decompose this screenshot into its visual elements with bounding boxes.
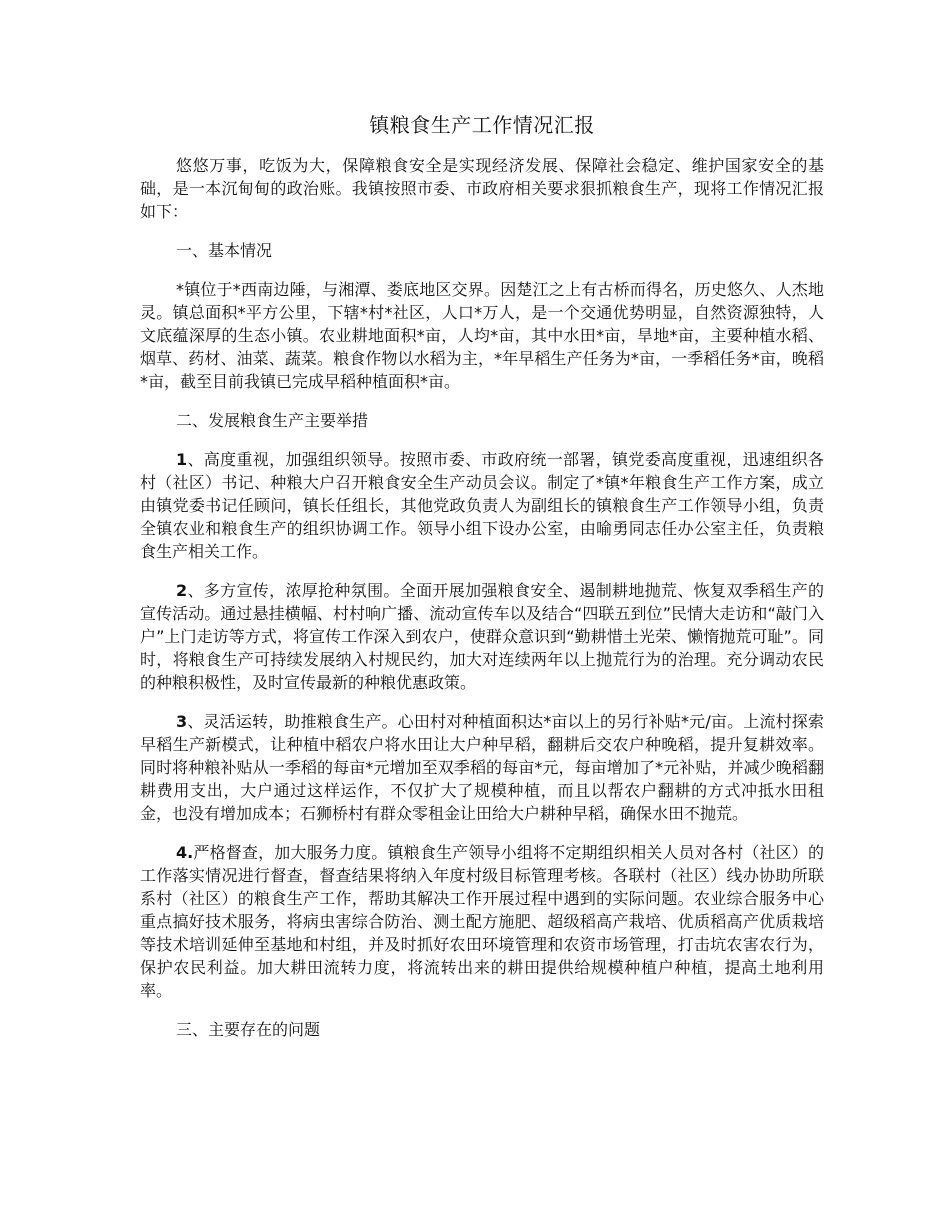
intro-paragraph: 悠悠万事，吃饭为大，保障粮食安全是实现经济发展、保障社会稳定、维护国家安全的基础，是一本沉甸甸的政治账。我镇按照市委、市政府相关要求狠抓粮食生产，现将工作情况汇报如下： [140, 156, 824, 221]
measure-paragraph-4 [140, 841, 824, 1002]
measure-number: 4. [176, 843, 194, 862]
measure-text: 、多方宣传，浓厚抢种氛围。全面开展加强粮食安全、遏制耕地抛荒、恢复双季稻生产的宣传活动。通过悬挂横幅、村村响广播、流动宣传车以及结合“四联五到位”民情大走访和“敲门入户”上门走访等方式，将宣传工作深入到农户，使群众意识到“勤耕惜土光荣、懒惰抛荒可耻”。同时，将粮食生产可持续发展纳入村规民约，加大对连续两年以上抛荒行为的治理。充分调动农民的种粮积极性，及时宣传最新的种粮优惠政策。 [140, 581, 824, 692]
measure-paragraph-2 [140, 579, 824, 694]
section-1-body: *镇位于*西南边陲，与湘潭、娄底地区交界。因楚江之上有古桥而得名，历史悠久、人杰地灵。镇总面积*平方公里，下辖*村*社区，人口*万人，是一个交通优势明显，自然资源独特，人文底蕴深厚的生态小镇。农业耕地面积*亩，人均*亩，其中水田*亩，旱地*亩，主要种植水稻、烟草、药材、油菜、蔬菜。粮食作物以水稻为主，*年早稻生产任务为*亩，一季稻任务*亩，晚稻*亩，截至目前我镇已完成早稻种植面积*亩。 [140, 280, 824, 391]
section-3-heading: 三、主要存在的问题 [176, 1020, 321, 1039]
document-title: 镇粮食生产工作情况汇报 [369, 113, 595, 137]
measure-number: 3 [176, 712, 188, 731]
measure-text: 、高度重视，加强组织领导。按照市委、市政府统一部署，镇党委高度重视，迅速组织各村（社区）书记、种粮大户召开粮食安全生产动员会议。制定了*镇*年粮食生产工作方案，成立由镇党委书记任顾问，镇长任组长，其他党政负责人为副组长的镇粮食生产工作领导小组，负责全镇农业和粮食生产的组织协调工作。领导小组下设办公室，由喻勇同志任办公室主任，负责粮食生产相关工作。 [140, 450, 824, 561]
section-1-heading: 一、基本情况 [176, 241, 273, 260]
section-2-heading: 二、发展粮食生产主要举措 [176, 411, 369, 430]
measure-number: 1 [176, 450, 188, 469]
measure-paragraph-3 [140, 710, 824, 825]
measure-paragraph-1 [140, 448, 824, 563]
measure-text: 严格督查，加大服务力度。镇粮食生产领导小组将不定期组织相关人员对各村（社区）的工作落实情况进行督查，督查结果将纳入年度村级目标管理考核。各联村（社区）线办协助所联系村（社区）的粮食生产工作，帮助其解决工作开展过程中遇到的实际问题。农业综合服务中心重点搞好技术服务，将病虫害综合防治、测土配方施肥、超级稻高产栽培、优质稻高产优质栽培等技术培训延伸至基地和村组，并及时抓好农田环境管理和农资市场管理，打击坑农害农行为，保护农民利益。加大耕田流转力度，将流转出来的耕田提供给规模种植户种植，提高土地利用率。 [140, 843, 824, 1000]
measure-text: 、灵活运转，助推粮食生产。心田村对种植面积达*亩以上的另行补贴*元/亩。上流村探索早稻生产新模式，让种植中稻农户将水田让大户种早稻，翻耕后交农户种晚稻，提升复耕效率。同时将种粮补贴从一季稻的每亩*元增加至双季稻的每亩*元，每亩增加了*元补贴，并减少晚稻翻耕费用支出，大户通过这样运作，不仅扩大了规模种植，而且以帮农户翻耕的方式冲抵水田租金，也没有增加成本；石狮桥村有群众零租金让田给大户耕种早稻，确保水田不抛荒。 [140, 712, 824, 823]
measure-number: 2 [176, 581, 188, 600]
document-page [140, 110, 824, 1057]
